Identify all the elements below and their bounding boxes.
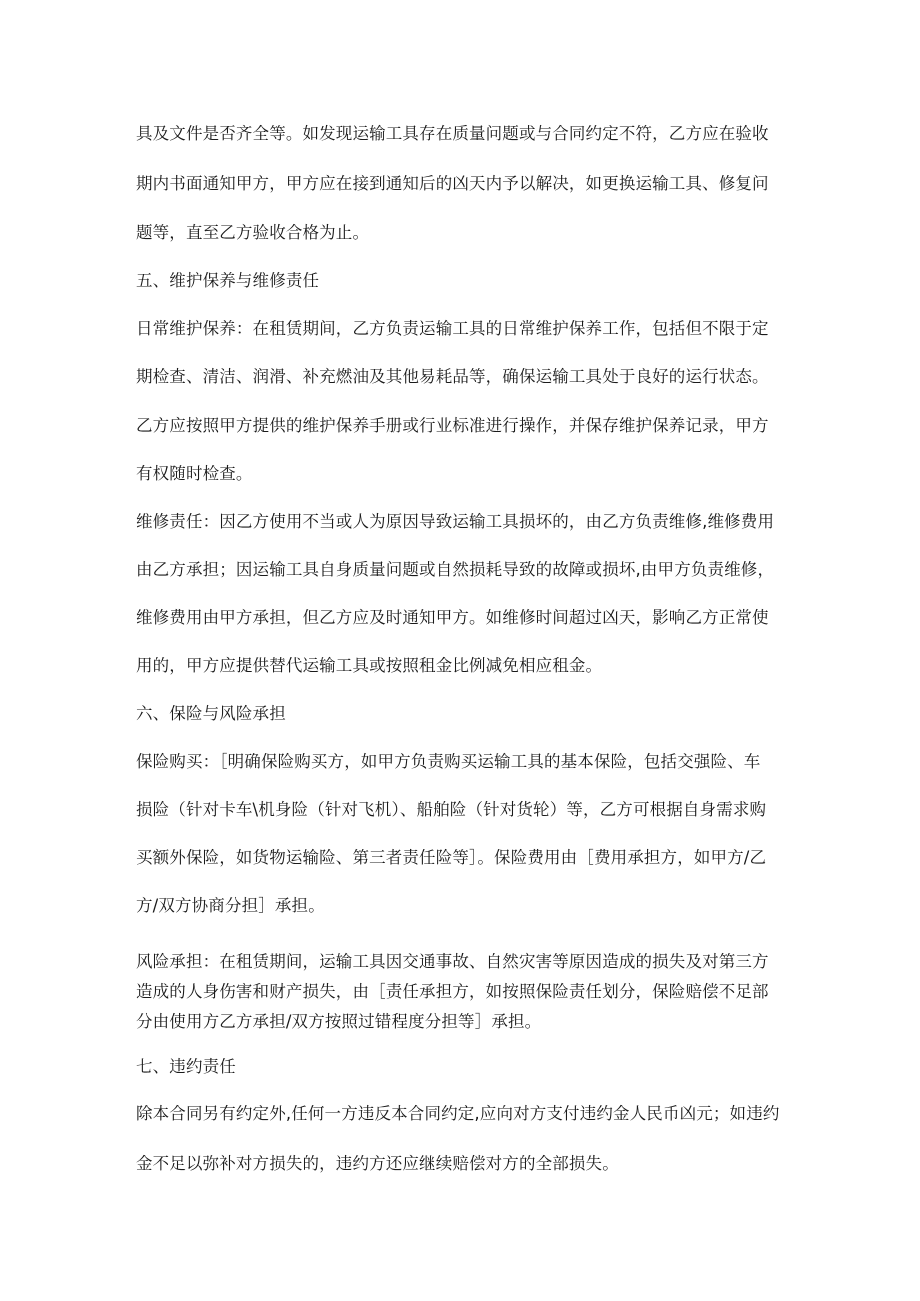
section-heading: 七、违约责任	[136, 1057, 236, 1076]
text-line: 金不足以弥补对方损失的，违约方还应继续赔偿对方的全部损失。	[136, 1154, 619, 1173]
text-line: 乙方应按照甲方提供的维护保养手册或行业标准进行操作，并保存维护保养记录，甲方	[136, 416, 769, 435]
text-line: 风险承担：在租赁期间，运输工具因交通事故、自然灾害等原因造成的损失及对第三方	[136, 952, 769, 971]
text-line: 损险（针对卡车\机身险（针对飞机）、船舶险（针对货轮）等，乙方可根据自身需求购	[136, 800, 767, 819]
text-line: 保险购买：［明确保险购买方，如甲方负责购买运输工具的基本保险，包括交强险、车	[136, 752, 761, 771]
text-line: 日常维护保养：在租赁期间，乙方负责运输工具的日常维护保养工作，包括但不限于定	[136, 319, 769, 338]
text-line: 分由使用方乙方承担/双方按照过错程度分担等］承担。	[136, 1012, 542, 1031]
text-line: 有权随时检查。	[136, 464, 253, 483]
text-line: 由乙方承担；因运输工具自身质量问题或自然损耗导致的故障或损坏,由甲方负责维修，	[136, 560, 775, 579]
text-line: 期内书面通知甲方，甲方应在接到通知后的凶天内予以解决，如更换运输工具、修复问	[136, 174, 769, 193]
text-line: 买额外保险，如货物运输险、第三者责任险等］。保险费用由［费用承担方，如甲方/乙	[136, 848, 767, 867]
text-line: 维修责任：因乙方使用不当或人为原因导致运输工具损坏的，由乙方负责维修,维修费用	[136, 512, 775, 531]
text-line: 题等，直至乙方验收合格为止。	[136, 223, 370, 242]
text-line: 期检查、清洁、润滑、补充燃油及其他易耗品等，确保运输工具处于良好的运行状态。	[136, 367, 769, 386]
section-heading: 五、维护保养与维修责任	[136, 271, 320, 290]
text-line: 方/双方协商分担］承担。	[136, 896, 325, 915]
section-heading: 六、保险与风险承担	[136, 704, 286, 723]
text-line: 除本合同另有约定外,任何一方违反本合同约定,应向对方支付违约金人民币凶元；如违约	[136, 1104, 780, 1123]
text-line: 维修费用由甲方承担，但乙方应及时通知甲方。如维修时间超过凶天，影响乙方正常使	[136, 608, 769, 627]
text-line: 具及文件是否齐全等。如发现运输工具存在质量问题或与合同约定不符，乙方应在验收	[136, 124, 769, 143]
text-line: 用的，甲方应提供替代运输工具或按照租金比例减免相应租金。	[136, 656, 603, 675]
text-line: 造成的人身伤害和财产损失，由［责任承担方，如按照保险责任划分，保险赔偿不足部	[136, 982, 769, 1001]
